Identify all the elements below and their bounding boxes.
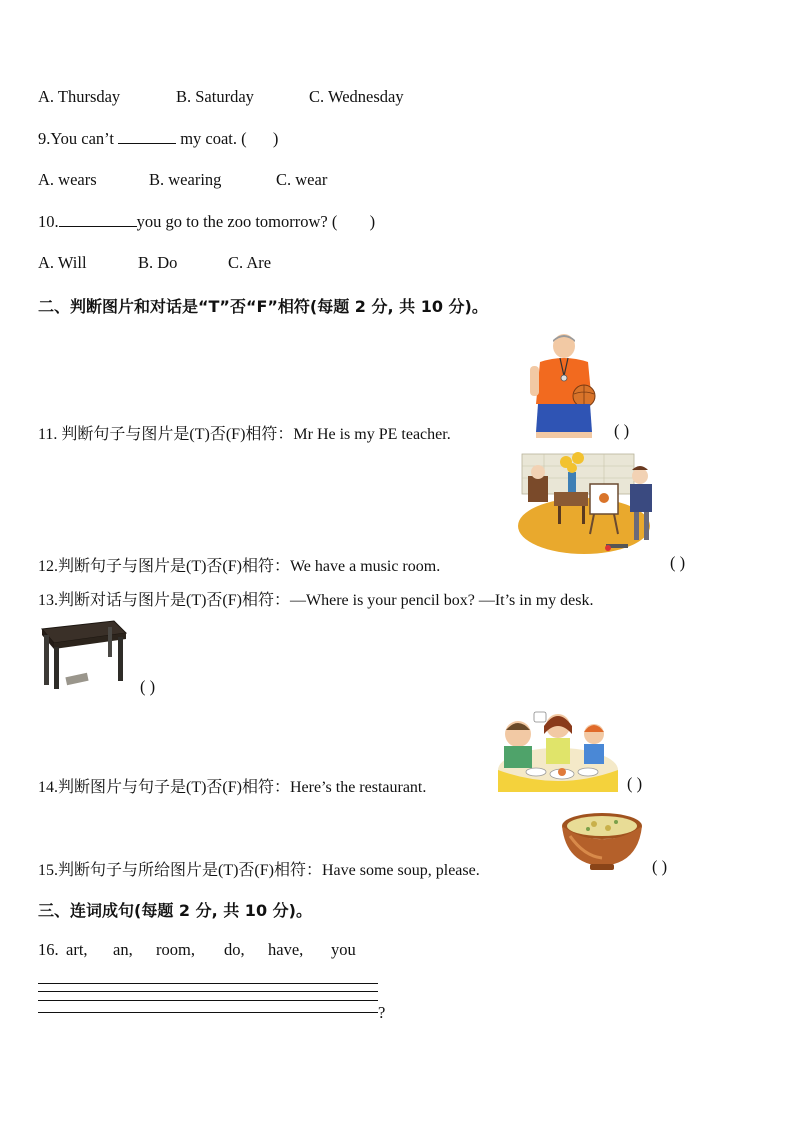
q9-stem (38, 129, 278, 149)
q10-option-b: B. Do (138, 253, 178, 272)
soup-bowl-picture (560, 810, 644, 874)
q9-prefix: 9.You can’t (38, 129, 114, 148)
q16-question-mark: ? (378, 1003, 386, 1022)
q8-option-b: B. Saturday (176, 87, 254, 106)
desk-picture (40, 617, 128, 689)
q13-answer-paren[interactable]: ( ) (140, 677, 156, 696)
answer-line[interactable] (38, 991, 378, 992)
q14-answer-paren[interactable]: ( ) (627, 774, 643, 793)
q9-suffix: my coat. ( (180, 129, 247, 148)
q9-option-b: B. wearing (149, 170, 222, 189)
q9-option-c: C. wear (276, 170, 328, 189)
q13-text: 13.判断对话与图片是(T)否(F)相符：—Where is your pencil box? —It’s in my desk. (38, 592, 594, 609)
q10-stem (38, 212, 375, 232)
q10-option-c: C. Are (228, 253, 272, 272)
answer-line[interactable] (38, 1012, 378, 1013)
q9-option-a: A. wears (38, 170, 97, 189)
q14-text: 14.判断图片与句子是(T)否(F)相符：Here’s the restaurant. (38, 779, 427, 796)
answer-line[interactable] (38, 983, 378, 984)
q10-option-a: A. Will (38, 253, 87, 272)
family-meal-picture (496, 708, 618, 792)
art-room-picture (514, 448, 664, 558)
section-2-title: 二、判断图片和对话是“T”否“F”相符(每题 2 分, 共 10 分)。 (38, 297, 488, 316)
q10-suffix: you go to the zoo tomorrow? ( (136, 212, 338, 231)
q16-number: 16. (38, 940, 59, 959)
q8-option-c: C. Wednesday (309, 87, 404, 106)
q8-option-a: A. Thursday (38, 87, 121, 106)
q15-text: 15.判断句子与所给图片是(T)否(F)相符：Have some soup, please. (38, 862, 480, 879)
q10-prefix: 10. (38, 212, 59, 231)
q12-answer-paren[interactable]: ( ) (670, 553, 686, 572)
answer-line[interactable] (38, 1000, 378, 1001)
q16-word: art, (66, 940, 88, 959)
q10-close-paren: ) (369, 212, 376, 231)
q16-word: do, (224, 940, 245, 959)
q16-word: you (331, 940, 356, 959)
q9-blank[interactable] (118, 129, 176, 144)
q10-blank[interactable] (59, 212, 137, 227)
section-3-title: 三、连词成句(每题 2 分, 共 10 分)。 (38, 901, 312, 920)
q11-text: 11. 判断句子与图片是(T)否(F)相符：Mr He is my PE teacher. (38, 426, 451, 443)
q15-answer-paren[interactable]: ( ) (652, 857, 668, 876)
q9-close-paren: ) (272, 129, 279, 148)
q16-word: an, (113, 940, 133, 959)
pe-teacher-picture (526, 332, 602, 438)
q16-word: have, (268, 940, 304, 959)
q12-text: 12.判断句子与图片是(T)否(F)相符：We have a music room. (38, 558, 441, 575)
q11-answer-paren[interactable]: ( ) (614, 421, 630, 440)
q16-word: room, (156, 940, 195, 959)
